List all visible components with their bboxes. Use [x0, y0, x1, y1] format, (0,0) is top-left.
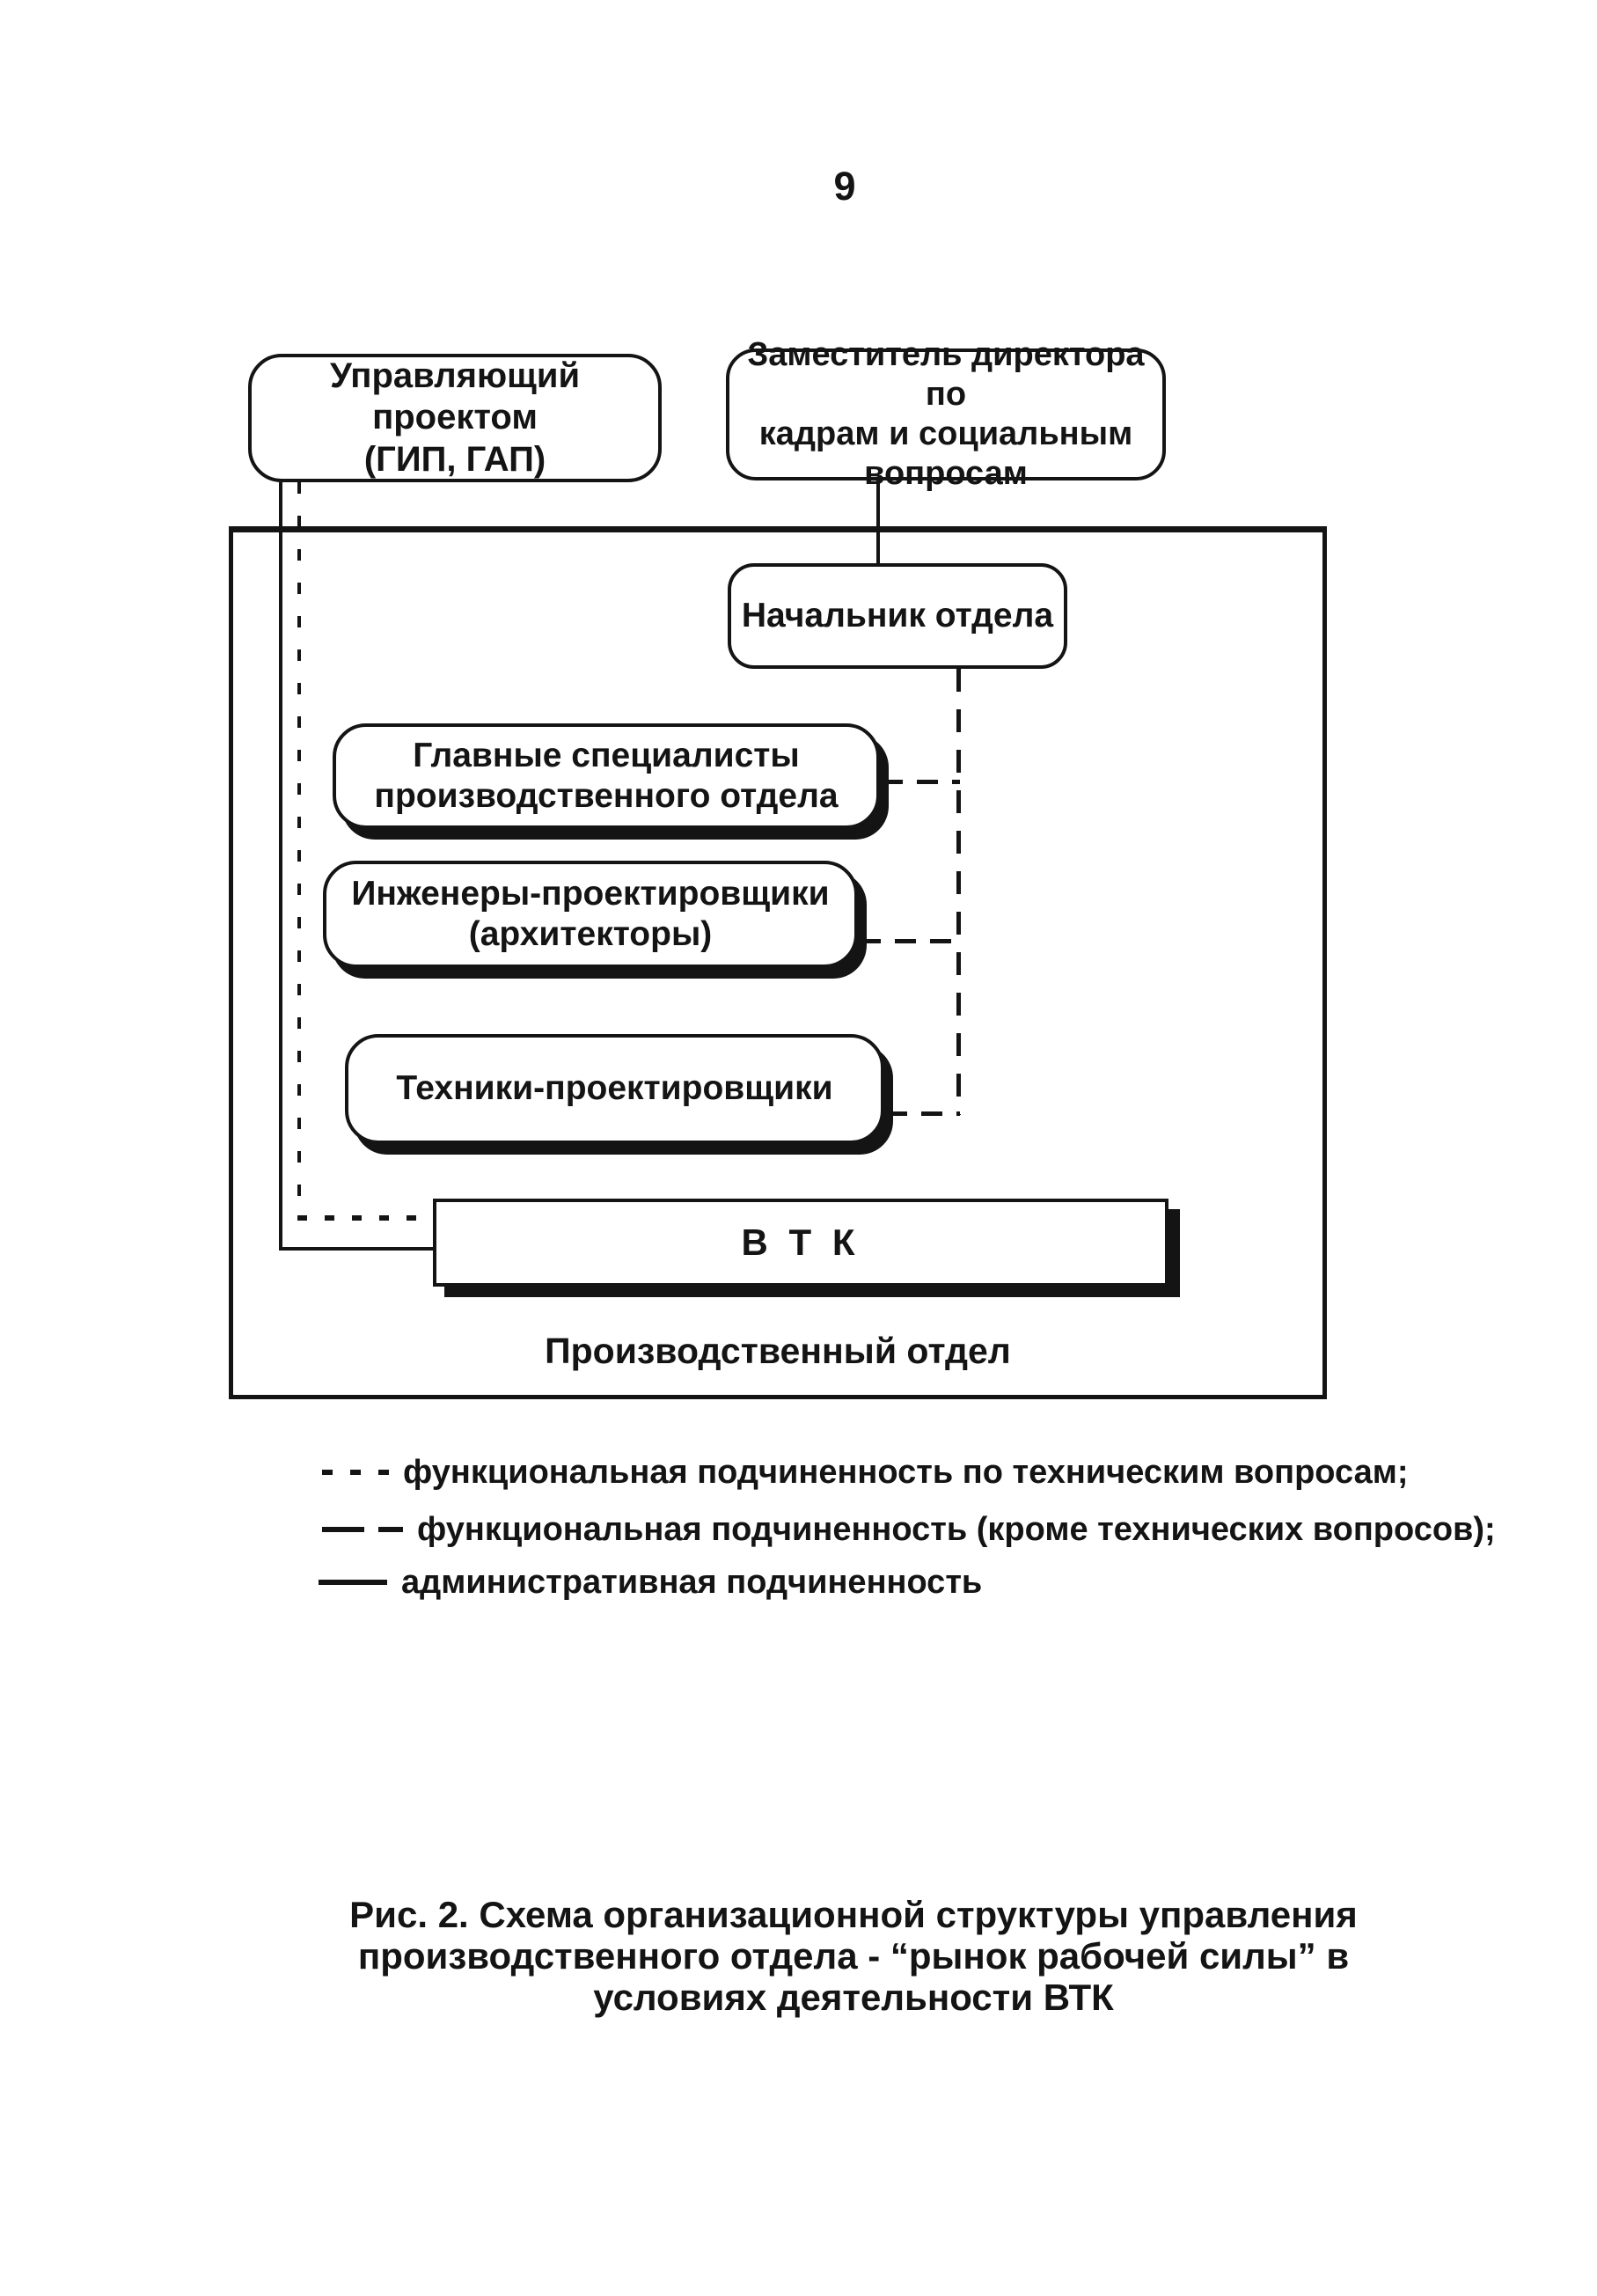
legend-row-solid [319, 1560, 982, 1604]
connector-dashed-stub-design-engineers [860, 939, 960, 943]
box-deputy-director-line2: кадрам и социальным [758, 415, 1133, 452]
legend-solid-label: административная подчиненность [401, 1563, 983, 1601]
figure-caption-line1: Рис. 2. Схема организационной структуры управления [349, 1894, 1358, 1935]
box-design-technicians [345, 1034, 884, 1144]
figure-caption-line3: условиях деятельности ВТК [593, 1977, 1114, 2018]
box-design-engineers-line1: Инженеры-проектировщики [351, 874, 830, 913]
connector-deputy-to-head-solid [876, 480, 880, 567]
box-design-engineers-line2: (архитекторы) [468, 915, 713, 953]
legend-dashed-label: функциональная подчиненность (кроме технических вопросов); [417, 1510, 1496, 1548]
connector-head-dashed-vertical [956, 669, 961, 1115]
box-department-head [728, 563, 1067, 669]
legend-dashed-line-symbol [322, 1527, 403, 1532]
box-chief-specialists-line2: производственного отдела [374, 777, 839, 815]
box-chief-specialists [333, 723, 880, 829]
legend-row-dashed [322, 1507, 1496, 1551]
box-chief-specialists-line1: Главные специалисты [413, 736, 800, 774]
figure-caption-line2: производственного отдела - “рынок рабочей силы” в [357, 1935, 1350, 1977]
box-vtk [433, 1199, 1168, 1287]
production-department-label: Производственный отдел [545, 1331, 1011, 1371]
box-deputy-director [726, 336, 1166, 492]
connector-manager-to-vtk-solid-horizontal [279, 1247, 435, 1251]
box-deputy-director-line3: вопросам [864, 454, 1028, 492]
box-deputy-director-line1: Заместитель директора по [747, 336, 1145, 414]
legend-row-dotted [322, 1450, 1409, 1494]
page-number: 9 [833, 164, 856, 209]
connector-dashed-stub-chief-specialists [882, 780, 960, 784]
box-project-manager-line1: Управляющий проектом [329, 356, 581, 437]
legend-dotted-line-symbol [322, 1470, 389, 1475]
connector-manager-to-vtk-solid-vertical [279, 482, 282, 1251]
figure-caption [238, 1894, 1469, 2018]
connector-manager-to-vtk-dotted-vertical [297, 482, 301, 1221]
box-vtk-label: В Т К [741, 1221, 861, 1264]
legend-solid-line-symbol [319, 1580, 387, 1585]
box-project-manager-line2: (ГИП, ГАП) [363, 439, 546, 479]
box-design-technicians-label: Техники-проектировщики [396, 1069, 833, 1108]
connector-manager-to-vtk-dotted-horizontal [297, 1215, 435, 1221]
box-project-manager [248, 354, 662, 482]
legend-dotted-label: функциональная подчиненность по техническим вопросам; [403, 1453, 1409, 1491]
connector-dashed-stub-design-technicians [886, 1111, 960, 1116]
box-department-head-label: Начальник отдела [741, 596, 1054, 635]
box-design-engineers [323, 861, 858, 968]
